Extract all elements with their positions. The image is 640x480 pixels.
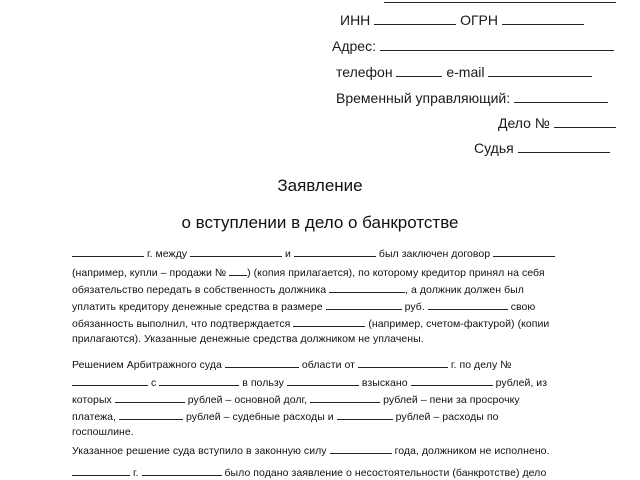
penalty-blank[interactable]	[310, 392, 380, 403]
address-label: Адрес:	[332, 38, 376, 54]
case-number-blank[interactable]	[72, 375, 148, 386]
phone-label: телефон	[336, 64, 393, 80]
proof-blank[interactable]	[293, 316, 365, 327]
principal-blank[interactable]	[115, 392, 185, 403]
case-row	[498, 115, 616, 131]
p1-line-1: г. между и был заключен договор	[72, 246, 612, 261]
p1-line-3: обязательство передать в собственность должника , а должник должен был	[72, 284, 524, 296]
p1-line-6: прилагаются). Указанные денежные средства должником не уплачены.	[72, 333, 424, 345]
p3-line-1: Указанное решение суда вступило в законную силу года, должником не исполнено.	[72, 445, 550, 457]
total-sum-blank[interactable]	[411, 375, 493, 386]
phone-email-row	[336, 64, 592, 80]
contract-number-blank[interactable]	[229, 265, 247, 276]
p1-line-4: уплатить кредитору денежные средства в размере руб. свою	[72, 301, 536, 313]
p2-line-4: платежа, рублей – судебные расходы и рублей – расходы по	[72, 411, 499, 423]
case-field[interactable]	[554, 115, 616, 128]
filing-date-blank[interactable]	[72, 465, 130, 476]
inn-ogrn-row	[340, 12, 584, 28]
debtor-blank[interactable]	[159, 375, 239, 386]
header-top-cut-line	[384, 2, 616, 3]
p2-line-3: которых рублей – основной долг, рублей – пени за просрочку	[72, 394, 520, 406]
p4-line-1: г. было подано заявление о несостоятельности (банкротстве) дело	[72, 465, 612, 480]
manager-field[interactable]	[514, 90, 608, 103]
judge-label: Судья	[474, 140, 514, 156]
effective-date-blank[interactable]	[330, 443, 392, 454]
manager-label: Временный управляющий:	[336, 90, 511, 106]
document-subtitle: о вступлении в дело о банкротстве	[181, 213, 459, 232]
contract-blank[interactable]	[493, 246, 555, 257]
filer-blank[interactable]	[142, 465, 222, 476]
date-blank[interactable]	[72, 246, 144, 257]
ogrn-field[interactable]	[502, 12, 584, 25]
p2-line-5: госпошлине.	[72, 426, 134, 438]
p1-line-2: (например, купли – продажи № ) (копия прилагается), по которому кредитор принял на себя	[72, 267, 545, 279]
court-costs-blank[interactable]	[119, 409, 183, 420]
email-label: e-mail	[446, 64, 485, 80]
address-field[interactable]	[380, 38, 614, 51]
decision-date-blank[interactable]	[358, 357, 448, 368]
property-blank[interactable]	[329, 282, 405, 293]
p2-line-2: с в пользу взыскано рублей, из	[72, 375, 612, 390]
p2-line-1: Решением Арбитражного суда области от г. по делу №	[72, 359, 512, 371]
judge-field[interactable]	[518, 140, 610, 153]
creditor-blank[interactable]	[287, 375, 359, 386]
case-label: Дело №	[498, 115, 550, 131]
inn-field[interactable]	[374, 12, 456, 25]
email-field[interactable]	[488, 64, 592, 77]
ogrn-label: ОГРН	[460, 12, 498, 28]
inn-label: ИНН	[340, 12, 371, 28]
p1-line-5: обязанность выполнил, что подтверждается (например, счетом-фактурой) (копии	[72, 318, 550, 330]
document-title: Заявление	[277, 176, 363, 195]
party1-blank[interactable]	[190, 246, 282, 257]
court-region-blank[interactable]	[225, 357, 299, 368]
duty-blank[interactable]	[337, 409, 393, 420]
amount-blank[interactable]	[326, 299, 402, 310]
amount2-blank[interactable]	[428, 299, 508, 310]
party2-blank[interactable]	[294, 246, 376, 257]
address-row	[332, 38, 614, 54]
phone-field[interactable]	[396, 64, 442, 77]
judge-row	[474, 140, 610, 156]
manager-row	[336, 90, 608, 106]
